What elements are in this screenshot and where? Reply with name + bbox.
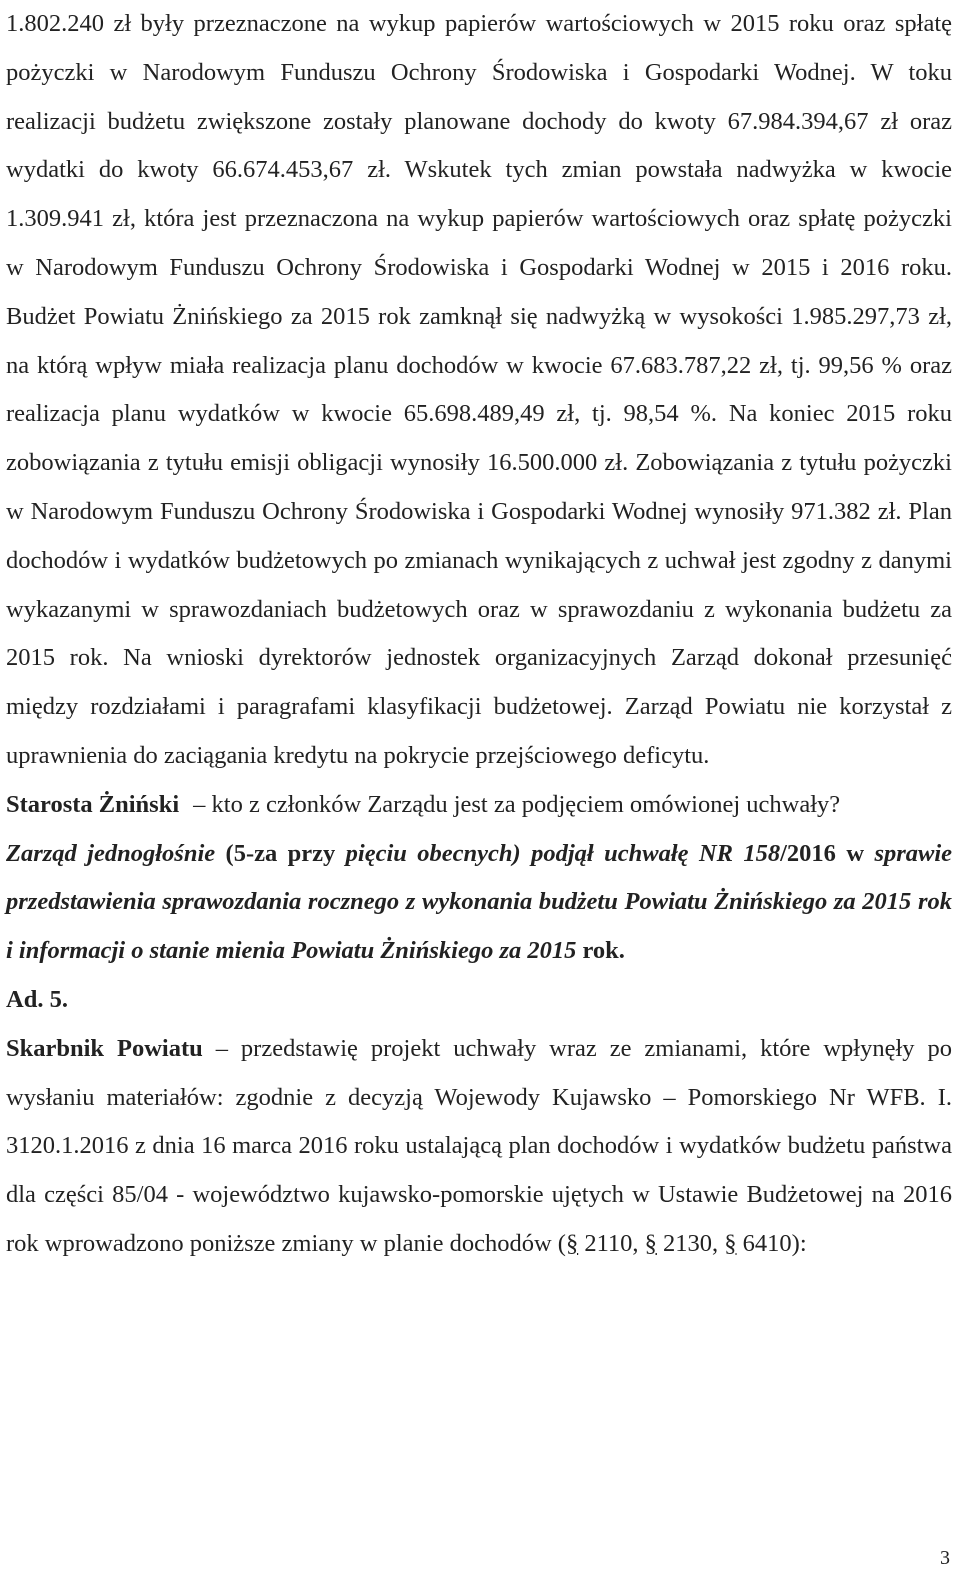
paragraph-text: – przedstawię projekt uchwały wraz ze zmianami, które wpłynęły po wysłaniu materiałów: zgodnie z decyzją Wojewody Kujawsko – Pomorskiego Nr WFB. I. 3120.1.2016 z dnia 16 marca 2016 roku ustalającą plan dochodów i wydatków budżetu państwa dla części 85/04 - województwo kujawsko-pomorskie ujętych w Ustawie Budżetowej na 2016 rok wprowadzono poniższe zmiany w planie dochodów ( — [6, 1034, 952, 1257]
page-number: 3 — [940, 1547, 950, 1569]
body-paragraph-treasurer — [6, 1025, 952, 1269]
paragraph-code: 6410): — [742, 1229, 807, 1257]
resolution-title: sprawie przedstawienia sprawozdania rocznego z wykonania budżetu Powiatu Żnińskiego za 2015 rok i informacji o stanie mienia Powiatu Żnińskiego za 2015 — [6, 839, 953, 965]
resolution-text-italic: pięciu obecnych) podjął uchwałę — [345, 839, 689, 867]
resolution-text-bold: (5-za przy — [225, 839, 336, 867]
section-heading: Ad. 5. — [6, 985, 68, 1013]
speaker-name: Skarbnik Powiatu — [6, 1034, 203, 1062]
document-page — [6, 0, 952, 1269]
paragraph-code: 2110, — [584, 1229, 639, 1257]
resolution-paragraph — [6, 830, 952, 976]
section-symbol: § — [644, 1229, 657, 1257]
paragraph-text: – kto z członków Zarządu jest za podjęciem omówionej uchwały? — [193, 790, 841, 818]
speaker-name: Starosta Żniński — [6, 790, 180, 818]
body-paragraph-vote-question — [6, 781, 952, 830]
paragraph-text: 1.802.240 zł były przeznaczone na wykup papierów wartościowych w 2015 roku oraz spłatę pożyczki w Narodowym Funduszu Ochrony Środowiska i Gospodarki Wodnej. W toku realizacji budżetu zwiększone zostały planowane dochody do kwoty 67.984.394,67 zł oraz wydatki do kwoty 66.674.453,67 zł. Wskutek tych zmian powstała nadwyżka w kwocie 1.309.941 zł, która jest przeznaczona na wykup papierów wartościowych oraz spłatę pożyczki w Narodowym Funduszu Ochrony Środowiska i Gospodarki Wodnej w 2015 i 2016 roku. Budżet Powiatu Żnińskiego za 2015 rok zamknął się nadwyżką w wysokości 1.985.297,73 zł, na którą wpływ miała realizacja planu dochodów w kwocie 67.683.787,22 zł, tj. 99,56 % oraz realizacja planu wydatków w kwocie 65.698.489,49 zł, tj. 98,54 %. Na koniec 2015 roku zobowiązania z tytułu emisji obligacji wynosiły 16.500.000 zł. Zobowiązania z tytułu pożyczki w Narodowym Funduszu Ochrony Środowiska i Gospodarki Wodnej wynosiły 971.382 zł. Plan dochodów i wydatków budżetowych po zmianach wynikających z uchwał jest zgodny z danymi wykazanymi w sprawozdaniach budżetowych oraz w sprawozdaniu z wykonania budżetu za 2015 rok. Na wnioski dyrektorów jednostek organizacyjnych Zarząd dokonał przesunięć między rozdziałami i paragrafami klasyfikacji budżetowej. Zarząd Powiatu nie korzystał z uprawnienia do zaciągania kredytu na pokrycie przejściowego deficytu. — [6, 10, 952, 769]
section-symbol: § — [724, 1229, 737, 1257]
body-paragraph-budget-summary — [6, 0, 952, 781]
resolution-text-bold: /2016 w — [780, 839, 865, 867]
resolution-text-bold: rok. — [582, 937, 625, 965]
resolution-text-italic: Zarząd jednogłośnie — [6, 839, 216, 867]
section-symbol: § — [565, 1229, 579, 1257]
resolution-number: NR 158 — [698, 839, 781, 867]
paragraph-code: 2130, — [663, 1229, 719, 1257]
